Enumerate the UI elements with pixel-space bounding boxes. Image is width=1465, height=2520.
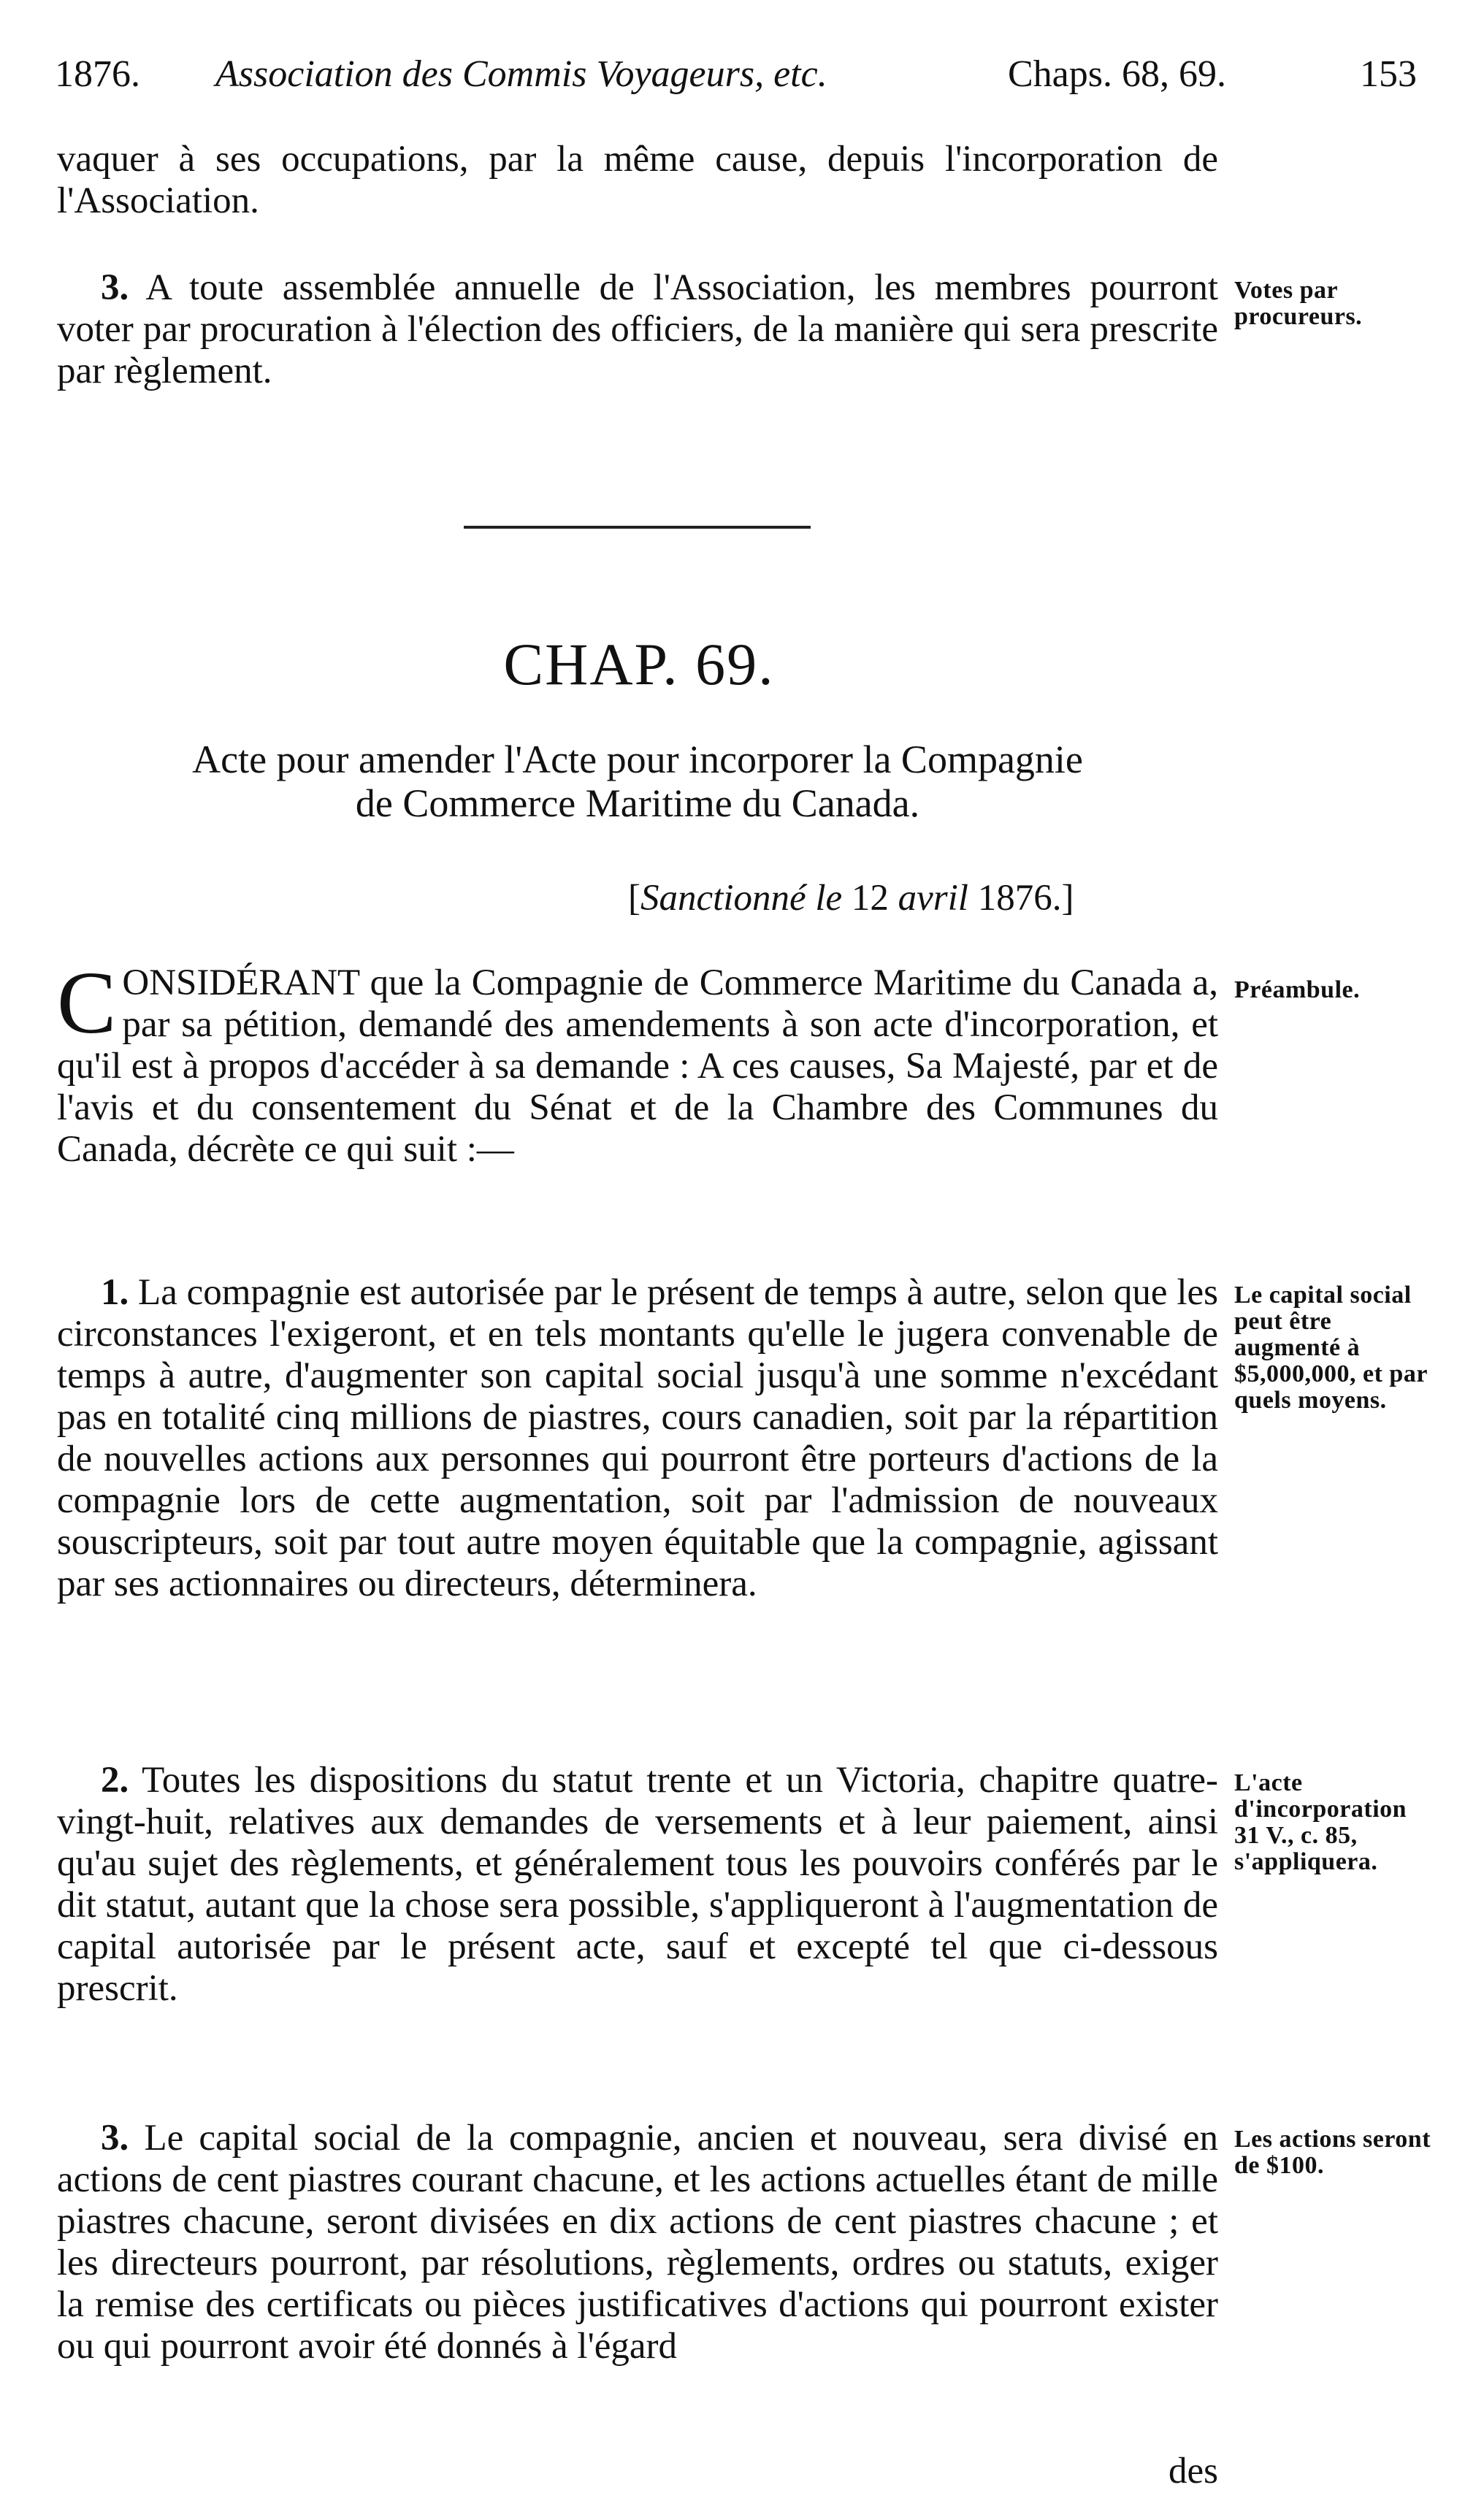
page-number: 153 <box>1360 53 1417 95</box>
preamble <box>57 954 1219 1171</box>
section-3 <box>57 2118 1218 2367</box>
section-number: 3. <box>101 267 129 308</box>
act-title-line-1: Acte pour amender l'Acte pour incorporer la Compagnie <box>192 738 1083 781</box>
section-text: Toutes les dispositions du statut trente et un Victoria, chapitre quatre-vingt-huit, relatives aux demandes de versements et à leur paiement, ainsi qu'au sujet des règlements, et généralement tous les pouvoirs conférés par le dit statut, autant que la chose sera possible, s'appliqueront à l'augmentation de capital autorisée par le présent acte, sauf et excepté tel que ci-dessous prescrit. <box>57 1760 1218 2009</box>
sanction-month: avril <box>898 878 968 919</box>
catchword: des <box>1168 2451 1218 2492</box>
preamble-text: que la Compagnie de Commerce Maritime du Canada a, par sa pétition, demandé des amendements à son acte d'incorporation, et qu'il est à propos d'accéder à sa demande : A ces causes, Sa Majesté, par et de l'avis et du consentement du Sénat et de la Chambre des Communes du Canada, décrète ce qui suit :— <box>57 962 1219 1170</box>
section-number: 1. <box>101 1272 129 1313</box>
act-title <box>57 738 1218 825</box>
catchword-block <box>57 2451 1218 2492</box>
margin-note-shares: Les actions seront de $100. <box>1234 2126 1431 2179</box>
sanction-year: 1876.] <box>977 878 1074 919</box>
continuation-paragraph <box>57 139 1218 222</box>
sanction-day: 12 <box>851 878 889 919</box>
header-chapters: Chaps. 68, 69. <box>1008 53 1226 95</box>
drop-cap: C <box>57 954 117 1052</box>
section-number: 3. <box>101 2118 129 2159</box>
chapter-separator-rule <box>464 526 811 529</box>
section-text: A toute assemblée annuelle de l'Association, les membres pourront voter par procuration à l'élection des officiers, de la manière qui sera prescrite par règlement. <box>57 267 1218 391</box>
act-title-line-2: de Commerce Maritime du Canada. <box>355 781 920 825</box>
section-1 <box>57 1272 1218 1605</box>
sanction-date <box>628 876 1074 920</box>
margin-note-capital: Le capital social peut être augmenté à $5,000,000, et par quels moyens. <box>1234 1282 1428 1414</box>
sanction-open: [ <box>628 878 640 919</box>
previous-section-3 <box>57 267 1218 392</box>
continuation-text: vaquer à ses occupations, par la même cause, depuis l'incorporation de l'Association. <box>57 139 1218 221</box>
preamble-lead: ONSIDÉRANT <box>122 962 360 1003</box>
margin-note-preamble: Préambule. <box>1234 976 1361 1003</box>
header-title: Association des Commis Voyageurs, etc. <box>215 53 827 95</box>
running-head <box>55 45 1417 104</box>
section-number: 2. <box>101 1760 129 1801</box>
sanction-italic: Sanctionné le <box>640 878 843 919</box>
margin-note-votes: Votes par procureurs. <box>1234 277 1363 330</box>
section-text: Le capital social de la compagnie, ancien et nouveau, sera divisé en actions de cent piastres courant chacune, et les actions actuelles étant de mille piastres chacune, seront divisées en dix actions de cent piastres chacune ; et les directeurs pourront, par résolutions, règlements, ordres ou statuts, exiger la remise des certificats ou pièces justificatives d'actions qui pourront exister ou qui pourront avoir été donnés à l'égard <box>57 2118 1219 2367</box>
section-text: La compagnie est autorisée par le présent de temps à autre, selon que les circonstances l'exigeront, et en tels montants qu'elle le jugera convenable de temps à autre, d'augmenter son capital social jusqu'à une somme n'excédant pas en totalité cinq millions de piastres, cours canadien, soit par la répartition de nouvelles actions aux personnes qui pourront être porteurs d'actions de la compagnie lors de cette augmentation, soit par l'admission de nouveaux souscripteurs, soit par tout autre moyen équitable que la compagnie, agissant par ses actionnaires ou directeurs, déterminera. <box>57 1272 1218 1604</box>
header-year: 1876. <box>55 53 140 95</box>
margin-note-incorporation: L'acte d'incorporation 31 V., c. 85, s'appliquera. <box>1234 1769 1407 1875</box>
chapter-heading: CHAP. 69. <box>503 631 775 697</box>
section-2 <box>57 1760 1218 2010</box>
